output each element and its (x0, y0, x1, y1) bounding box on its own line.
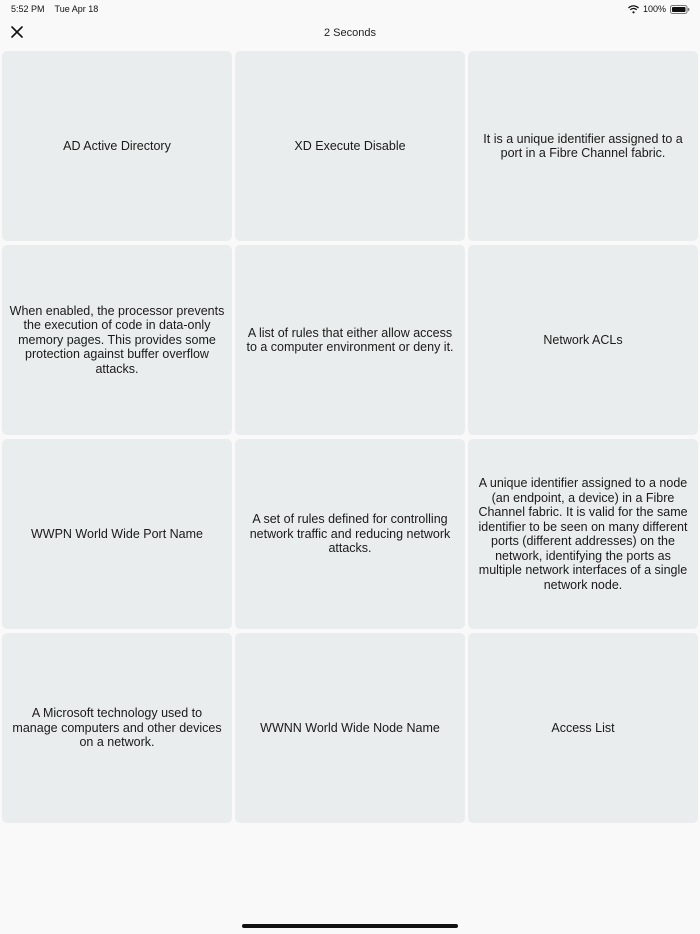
card-text: XD Execute Disable (294, 138, 406, 153)
match-card[interactable] (235, 245, 465, 435)
wifi-icon (628, 5, 639, 14)
match-card[interactable] (2, 633, 232, 823)
card-text: A Microsoft technology used to manage computers and other devices on a network. (12, 706, 222, 750)
battery-icon (670, 5, 690, 14)
card-text: WWPN World Wide Port Name (30, 526, 203, 541)
match-card[interactable] (468, 633, 698, 823)
status-time: 5:52 PM (11, 4, 45, 14)
status-right (628, 4, 690, 14)
card-text: AD Active Directory (63, 138, 171, 153)
battery-percent: 100% (642, 4, 666, 14)
card-text: WWNN World Wide Node Name (260, 720, 440, 735)
match-card[interactable] (2, 51, 232, 241)
timer-title: 2 Seconds (324, 27, 376, 39)
status-left (11, 4, 98, 14)
match-card[interactable] (2, 439, 232, 629)
nav-bar (0, 18, 700, 50)
card-text: Access List (551, 720, 615, 735)
card-grid (2, 51, 698, 823)
card-text: A unique identifier assigned to a node (an endpoint, a device) in a Fibre Channel fabric. It is valid for the same identifier to be seen on many different ports (different addresses) on the network, identifying the ports as multiple network interfaces of a single network node. (478, 476, 688, 592)
status-date: Tue Apr 18 (54, 4, 99, 14)
match-card[interactable] (468, 439, 698, 629)
card-text: A set of rules defined for controlling network traffic and reducing network attacks. (249, 512, 451, 556)
match-card[interactable] (468, 245, 698, 435)
match-card[interactable] (235, 439, 465, 629)
match-card[interactable] (468, 51, 698, 241)
match-card[interactable] (2, 245, 232, 435)
card-text: Network ACLs (543, 332, 623, 347)
status-bar (0, 0, 700, 18)
card-text: It is a unique identifier assigned to a port in a Fibre Channel fabric. (483, 131, 683, 160)
match-card[interactable] (235, 51, 465, 241)
home-indicator[interactable] (242, 924, 458, 928)
card-text: A list of rules that either allow access to a computer environment or deny it. (246, 325, 454, 354)
card-text: When enabled, the processor prevents the execution of code in data-only memory pages. This provides some protection against buffer overflow attacks. (9, 303, 225, 376)
match-card[interactable] (235, 633, 465, 823)
